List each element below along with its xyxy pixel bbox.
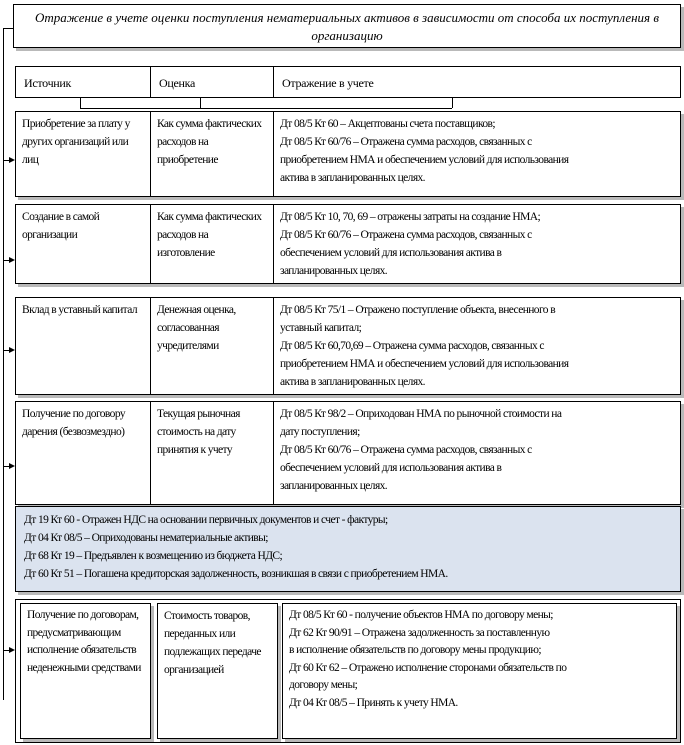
left-connector-line [3, 28, 4, 700]
row3-arrow-icon [9, 347, 15, 353]
last-row-arrow-icon [9, 647, 15, 653]
summary-entries: Дт 19 Кт 60 - Отражен НДС на основании первичных документов и счет - фактуры; Дт 04 Кт 08/5 – Оприходованы нематериальные активы; Дт 68 Кт 19 – Предъявлен к возмещению из бюджета НДС; Дт 60 Кт 51 – Погашена кредиторская задолженность, возникшая в связи с приобретением НМА. [15, 506, 681, 592]
diagram-title [13, 4, 681, 48]
header-bracket-tick-1 [80, 98, 81, 108]
row2-arrow-icon [9, 257, 15, 263]
header-valuation: Оценка [150, 66, 274, 98]
row3-valuation: Денежная оценка, согласованная учредителями [150, 297, 274, 395]
row4-arrow-icon [9, 463, 15, 469]
row4-valuation: Текущая рыночная стоимость на дату принятия к учету [150, 401, 274, 505]
header-bracket-line [80, 108, 452, 109]
header-bracket-tick-2 [200, 98, 201, 108]
header-bracket-tick-3 [452, 98, 453, 108]
row2-valuation: Как сумма фактических расходов на изготовление [150, 204, 274, 284]
last-row-source: Получение по договорам, предусматривающим исполнение обязательств неденежными средствами [20, 603, 151, 739]
row1-source: Приобретение за плату у других организаций или лиц [15, 111, 151, 197]
row3-accounting: Дт 08/5 Кт 75/1 – Отражено поступление объекта, внесенного в уставный капитал; Дт 08/5 Кт 60,70,69 – Отражена сумма расходов, связанных с приобретением НМА и обеспечением условий для использования актива в запланированных целях. [273, 297, 681, 395]
row1-arrow-icon [9, 157, 15, 163]
row4-accounting: Дт 08/5 Кт 98/2 – Оприходован НМА по рыночной стоимости на дату поступления; Дт 08/5 Кт 60/76 – Отражена сумма расходов, связанных с обеспечением условий для использования актива в запланированных целях. [273, 401, 681, 505]
row2-source: Создание в самой организации [15, 204, 151, 284]
row4-source: Получение по договору дарения (безвозмездно) [15, 401, 151, 505]
header-source: Источник [15, 66, 151, 98]
last-row-accounting: Дт 08/5 Кт 60 - получение объектов НМА по договору мены; Дт 62 Кт 90/91 – Отражена задолженность за поставленную в исполнение обязательств по договору мены продукцию; Дт 60 Кт 62 – Отражено исполнение сторонами обязательств по договору мены; Дт 04 Кт 08/5 – Принять к учету НМА. [282, 603, 677, 739]
header-accounting: Отражение в учете [273, 66, 681, 98]
last-row-valuation: Стоимость товаров, переданных или подлежащих передаче организацией [157, 603, 278, 739]
row1-valuation: Как сумма фактических расходов на приобретение [150, 111, 274, 197]
diagram-title-text: Отражение в учете оценки поступления нематериальных активов в зависимости от способа их поступления в организацию [35, 10, 659, 43]
row1-accounting: Дт 08/5 Кт 60 – Акцептованы счета поставщиков; Дт 08/5 Кт 60/76 – Отражена сумма расходов, связанных с приобретением НМА и обеспечением условий для использования актива в запланированных целях. [273, 111, 681, 197]
row3-source: Вклад в уставный капитал [15, 297, 151, 395]
row2-accounting: Дт 08/5 Кт 10, 70, 69 – отражены затраты на создание НМА; Дт 08/5 Кт 60/76 – Отражена сумма расходов, связанных с обеспечением условий для использования актива в запланированных целях. [273, 204, 681, 284]
